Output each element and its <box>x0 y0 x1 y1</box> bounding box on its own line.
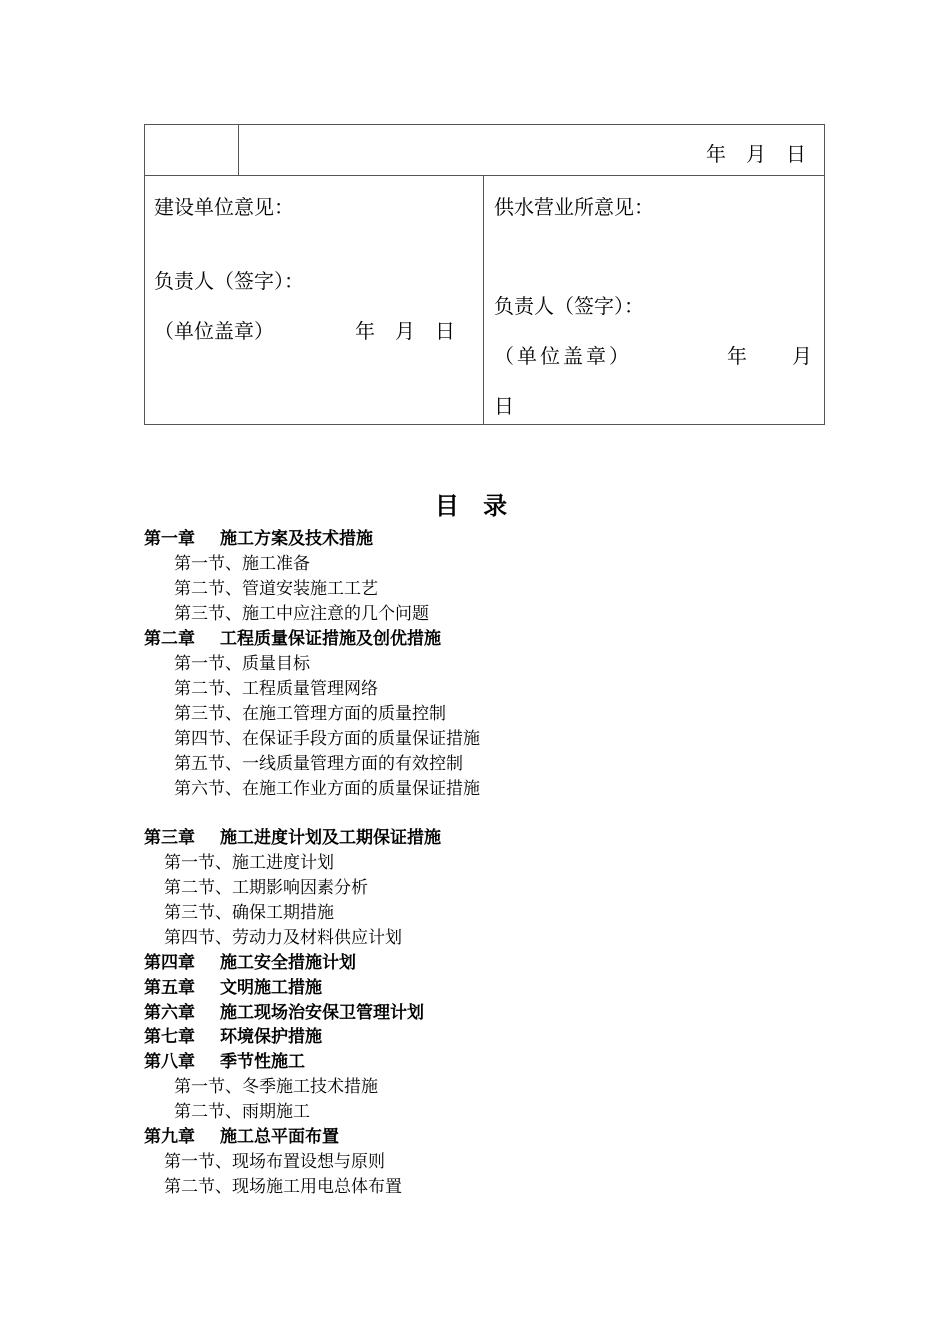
water-office-opinion-label: 供水营业所意见： <box>494 195 654 219</box>
construction-unit-opinion-label: 建设单位意见： <box>154 195 294 219</box>
toc-section: 第四节、在保证手段方面的质量保证措施 <box>174 729 480 749</box>
toc-section: 第一节、现场布置设想与原则 <box>164 1152 385 1172</box>
toc-section: 第五节、一线质量管理方面的有效控制 <box>174 754 463 774</box>
toc-chapter-6 <box>144 1002 424 1024</box>
chapter-number: 第九章 <box>144 1127 195 1147</box>
chapter-number: 第五章 <box>144 978 195 998</box>
water-office-opinion-cell <box>484 176 824 424</box>
form-date-row <box>145 125 824 176</box>
chapter-number: 第一章 <box>144 529 195 549</box>
toc-section: 第一节、冬季施工技术措施 <box>174 1077 378 1097</box>
toc-chapter-8 <box>144 1051 305 1073</box>
toc-section: 第三节、确保工期措施 <box>164 903 334 923</box>
construction-unit-opinion-cell <box>145 176 484 424</box>
chapter-title: 季节性施工 <box>220 1052 305 1072</box>
chapter-title: 文明施工措施 <box>220 978 322 998</box>
chapter-title: 施工方案及技术措施 <box>220 529 373 549</box>
toc-chapter-2 <box>144 628 441 650</box>
toc-section: 第一节、施工准备 <box>174 554 310 574</box>
chapter-title: 工程质量保证措施及创优措施 <box>220 629 441 649</box>
toc-section: 第二节、工程质量管理网络 <box>174 679 378 699</box>
chapter-title: 施工进度计划及工期保证措施 <box>220 828 441 848</box>
toc-chapter-1 <box>144 528 373 550</box>
form-opinion-row <box>145 176 824 424</box>
toc-section: 第二节、现场施工用电总体布置 <box>164 1177 402 1197</box>
toc-title: 目 录 <box>434 492 516 520</box>
chapter-title: 施工总平面布置 <box>220 1127 339 1147</box>
construction-stamp-label: （单位盖章） <box>154 319 274 343</box>
toc-chapter-4 <box>144 952 356 974</box>
construction-signer-label: 负责人（签字）： <box>154 269 304 293</box>
chapter-number: 第四章 <box>144 953 195 973</box>
chapter-number: 第二章 <box>144 629 195 649</box>
chapter-title: 施工安全措施计划 <box>220 953 356 973</box>
construction-date-label: 年 月 日 <box>355 319 455 343</box>
toc-chapter-7 <box>144 1026 322 1048</box>
toc-section: 第一节、施工进度计划 <box>164 853 334 873</box>
toc-section: 第二节、雨期施工 <box>174 1102 310 1122</box>
chapter-number: 第三章 <box>144 828 195 848</box>
chapter-title: 环境保护措施 <box>220 1027 322 1047</box>
water-office-stamp-label: （单位盖章） <box>494 344 632 368</box>
form-blank-cell <box>145 125 239 175</box>
approval-form <box>144 124 825 425</box>
water-office-day-label: 日 <box>494 394 514 418</box>
toc-section: 第三节、施工中应注意的几个问题 <box>174 604 429 624</box>
toc-chapter-9 <box>144 1126 339 1148</box>
water-office-signer-label: 负责人（签字）： <box>494 294 644 318</box>
toc-section: 第二节、工期影响因素分析 <box>164 878 368 898</box>
chapter-title: 施工现场治安保卫管理计划 <box>220 1003 424 1023</box>
toc-section: 第一节、质量目标 <box>174 654 310 674</box>
toc-section: 第四节、劳动力及材料供应计划 <box>164 928 402 948</box>
water-office-month-label: 月 <box>792 344 812 368</box>
toc-chapter-5 <box>144 977 322 999</box>
toc-chapter-3 <box>144 827 441 849</box>
toc-section: 第三节、在施工管理方面的质量控制 <box>174 704 446 724</box>
chapter-number: 第八章 <box>144 1052 195 1072</box>
water-office-year-label: 年 <box>727 344 747 368</box>
form-top-date: 年 月 日 <box>706 142 806 166</box>
chapter-number: 第七章 <box>144 1027 195 1047</box>
chapter-number: 第六章 <box>144 1003 195 1023</box>
toc-section: 第六节、在施工作业方面的质量保证措施 <box>174 779 480 799</box>
toc-section: 第二节、管道安装施工工艺 <box>174 579 378 599</box>
